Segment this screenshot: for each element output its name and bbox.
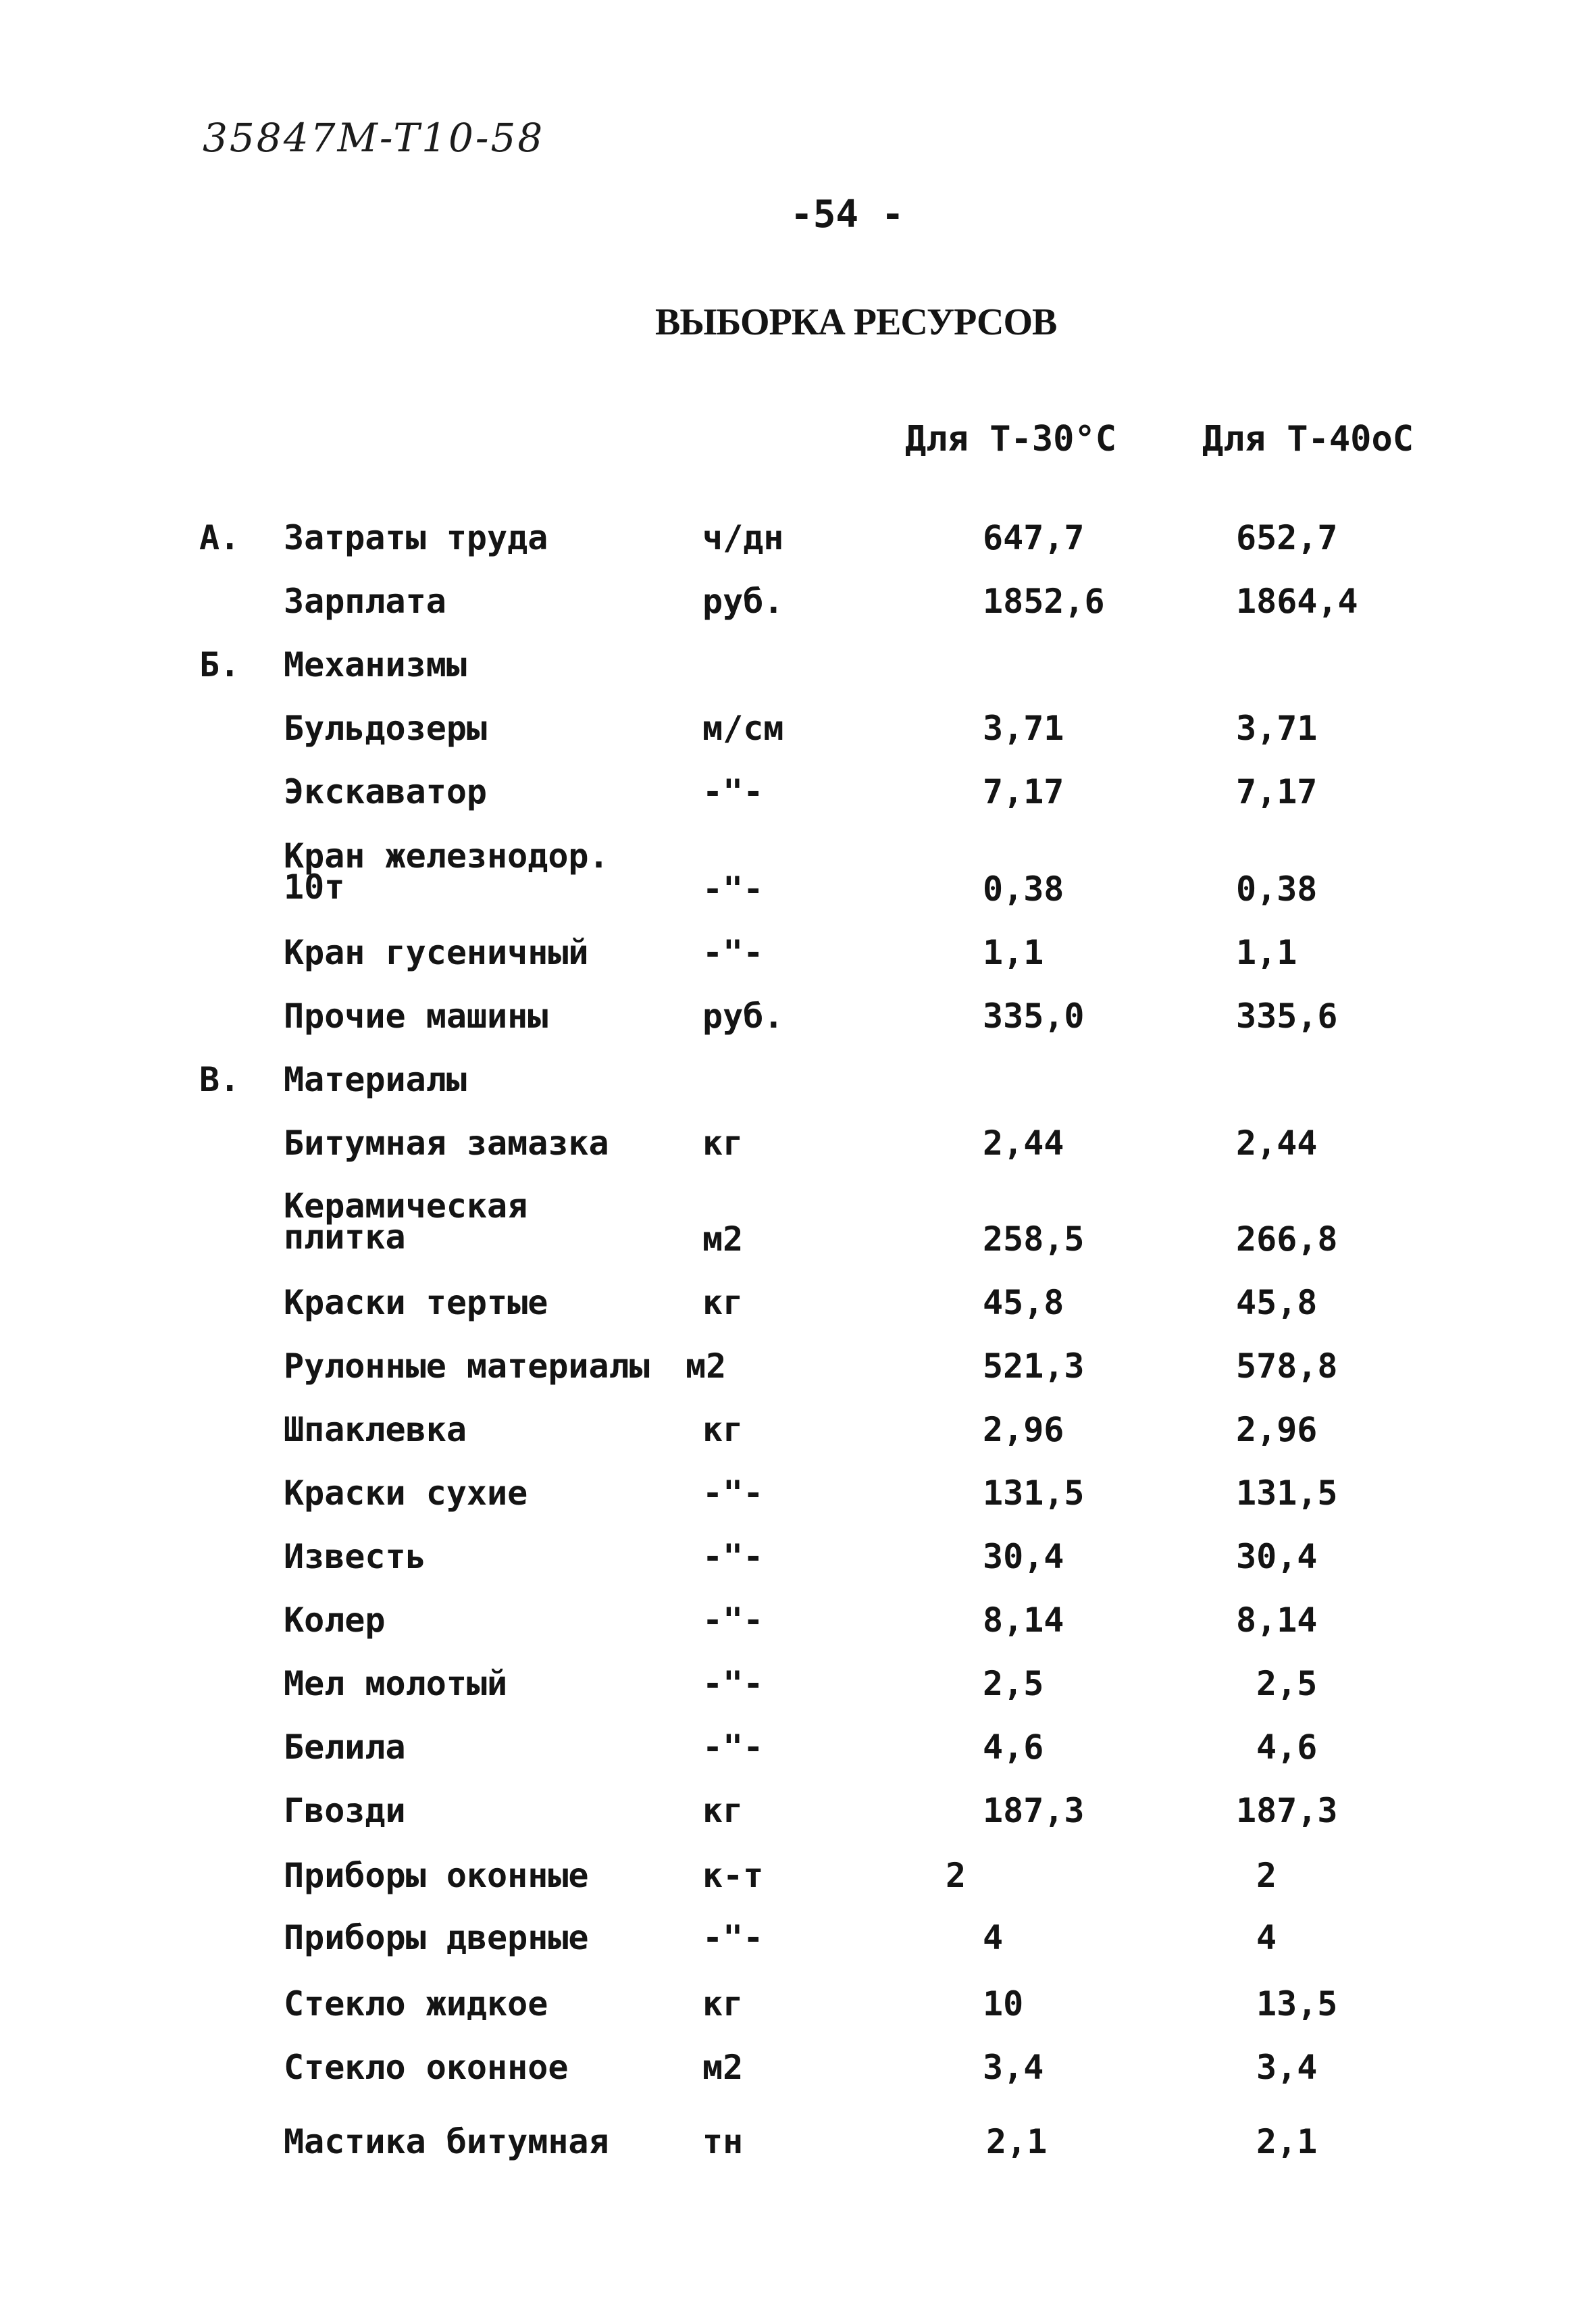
unit: -"- xyxy=(702,1664,764,1703)
value-t40: 131,5 xyxy=(1236,1474,1338,1513)
section-heading: Материалы xyxy=(284,1060,467,1099)
table-row xyxy=(0,1986,1596,2047)
value-t30: 4 xyxy=(983,1918,1004,1957)
table-row xyxy=(0,1666,1596,1727)
value-t40: 2,5 xyxy=(1256,1664,1318,1703)
page-number: -54 - xyxy=(790,193,904,236)
value-t40: 4,6 xyxy=(1256,1728,1318,1767)
table-row xyxy=(0,935,1596,996)
section-heading: Механизмы xyxy=(284,645,467,684)
table-row xyxy=(0,1062,1596,1123)
value-t30: 10 xyxy=(983,1984,1024,2023)
value-t40: 7,17 xyxy=(1236,772,1318,811)
resource-name: Краски сухие xyxy=(284,1474,528,1513)
column-header-t30: Для Т-30°С xyxy=(905,419,1117,459)
resource-name: Мел молотый xyxy=(284,1664,508,1703)
resource-name: Известь xyxy=(284,1537,426,1576)
value-t30: 187,3 xyxy=(983,1791,1085,1830)
section-letter: В. xyxy=(199,1060,240,1099)
table-row xyxy=(0,774,1596,835)
value-t40: 1864,4 xyxy=(1236,582,1358,621)
value-t40: 0,38 xyxy=(1236,870,1318,909)
unit: -"- xyxy=(702,1601,764,1640)
unit: -"- xyxy=(702,870,764,909)
table-row xyxy=(0,1539,1596,1600)
unit: -"- xyxy=(702,1474,764,1513)
resource-name xyxy=(284,836,609,907)
value-t40: 4 xyxy=(1256,1918,1277,1957)
table-row xyxy=(0,2124,1596,2185)
unit: кг xyxy=(702,1410,744,1449)
section-letter: Б. xyxy=(199,645,240,684)
table-row xyxy=(0,1476,1596,1536)
unit: кг xyxy=(702,1984,744,2023)
unit: -"- xyxy=(702,1728,764,1767)
resource-name: Битумная замазка xyxy=(284,1124,609,1163)
value-t40: 13,5 xyxy=(1256,1984,1338,2023)
resource-name: Рулонные материалы xyxy=(284,1347,650,1386)
value-t30: 1,1 xyxy=(983,933,1044,972)
value-t30: 2,44 xyxy=(983,1124,1064,1163)
value-t30: 3,71 xyxy=(983,709,1064,748)
table-row xyxy=(0,711,1596,772)
unit: м2 xyxy=(702,2048,744,2087)
value-t30: 45,8 xyxy=(983,1283,1064,1322)
value-t30: 0,38 xyxy=(983,870,1064,909)
resource-name: Гвозди xyxy=(284,1791,406,1830)
value-t30: 8,14 xyxy=(983,1601,1064,1640)
resource-name-line2: 10т xyxy=(284,867,345,907)
unit: кг xyxy=(702,1791,744,1830)
resource-name-line2: плитка xyxy=(284,1217,406,1257)
unit: -"- xyxy=(702,933,764,972)
unit: руб. xyxy=(702,997,784,1036)
page-title: ВЫБОРКА РЕСУРСОВ xyxy=(655,301,1057,343)
table-row xyxy=(0,1920,1596,1981)
value-t40: 8,14 xyxy=(1236,1601,1318,1640)
resource-name: Стекло жидкое xyxy=(284,1984,548,2023)
unit: -"- xyxy=(702,1537,764,1576)
value-t40: 2,96 xyxy=(1236,1410,1318,1449)
value-t40: 2,1 xyxy=(1256,2122,1318,2161)
resource-name: Зарплата xyxy=(284,582,446,621)
resource-name: Краски тертые xyxy=(284,1283,548,1322)
table-row xyxy=(0,2050,1596,2111)
table-row xyxy=(0,584,1596,645)
value-t40: 187,3 xyxy=(1236,1791,1338,1830)
resource-name: Белила xyxy=(284,1728,406,1767)
value-t40: 30,4 xyxy=(1236,1537,1318,1576)
table-row xyxy=(0,1730,1596,1790)
value-t30: 4,6 xyxy=(983,1728,1044,1767)
handwritten-code: 35847M-T10-58 xyxy=(203,115,545,161)
table-row xyxy=(0,1349,1596,1409)
resource-name: Шпаклевка xyxy=(284,1410,467,1449)
value-t40: 335,6 xyxy=(1236,997,1338,1036)
unit: -"- xyxy=(702,1918,764,1957)
unit: м/см xyxy=(702,709,784,748)
value-t30: 647,7 xyxy=(983,518,1085,557)
table-row xyxy=(0,647,1596,708)
table-row xyxy=(0,1126,1596,1186)
unit: тн xyxy=(702,2122,744,2161)
resource-name: Прочие машины xyxy=(284,997,548,1036)
table-row xyxy=(0,1858,1596,1919)
value-t30: 30,4 xyxy=(983,1537,1064,1576)
table-row xyxy=(0,999,1596,1059)
resource-name: Кран гусеничный xyxy=(284,933,589,972)
table-row xyxy=(0,1793,1596,1854)
value-t40: 652,7 xyxy=(1236,518,1338,557)
resource-name: Экскаватор xyxy=(284,772,488,811)
value-t40: 3,4 xyxy=(1256,2048,1318,2087)
value-t30: 131,5 xyxy=(983,1474,1085,1513)
section-letter: А. xyxy=(199,518,240,557)
value-t30: 2 xyxy=(946,1856,967,1895)
resource-name xyxy=(284,1186,528,1257)
value-t30: 1852,6 xyxy=(983,582,1105,621)
value-t30: 2,5 xyxy=(983,1664,1044,1703)
resource-name: Бульдозеры xyxy=(284,709,488,748)
resource-name: Стекло оконное xyxy=(284,2048,569,2087)
unit: руб. xyxy=(702,582,784,621)
value-t40: 2,44 xyxy=(1236,1124,1318,1163)
value-t40: 1,1 xyxy=(1236,933,1297,972)
table-row xyxy=(0,1285,1596,1346)
value-t30: 2,96 xyxy=(983,1410,1064,1449)
resource-name: Мастика битумная xyxy=(284,2122,609,2161)
table-row xyxy=(0,520,1596,581)
unit: м2 xyxy=(686,1347,727,1386)
resource-name: Колер xyxy=(284,1601,386,1640)
table-row xyxy=(0,1603,1596,1663)
resource-name: Затраты труда xyxy=(284,518,548,557)
value-t40: 2 xyxy=(1256,1856,1277,1895)
resource-name: Приборы оконные xyxy=(284,1856,589,1895)
resource-name-line1: Керамическая xyxy=(284,1186,528,1226)
resource-name-line1: Кран железнодор. xyxy=(284,836,609,876)
value-t30: 335,0 xyxy=(983,997,1085,1036)
value-t40: 266,8 xyxy=(1236,1219,1338,1259)
value-t40: 578,8 xyxy=(1236,1347,1338,1386)
value-t40: 3,71 xyxy=(1236,709,1318,748)
value-t30: 521,3 xyxy=(983,1347,1085,1386)
column-header-t40: Для Т-40оС xyxy=(1202,419,1414,459)
value-t30: 3,4 xyxy=(983,2048,1044,2087)
unit: кг xyxy=(702,1283,744,1322)
unit: кг xyxy=(702,1124,744,1163)
unit: к-т xyxy=(702,1856,764,1895)
unit: м2 xyxy=(702,1219,744,1259)
table-row xyxy=(0,1412,1596,1473)
resource-name: Приборы дверные xyxy=(284,1918,589,1957)
value-t30: 7,17 xyxy=(983,772,1064,811)
value-t40: 45,8 xyxy=(1236,1283,1318,1322)
unit: -"- xyxy=(702,772,764,811)
value-t30: 258,5 xyxy=(983,1219,1085,1259)
value-t30: 2,1 xyxy=(986,2122,1048,2161)
table-row xyxy=(0,1186,1596,1282)
table-row xyxy=(0,836,1596,932)
unit: ч/дн xyxy=(702,518,784,557)
